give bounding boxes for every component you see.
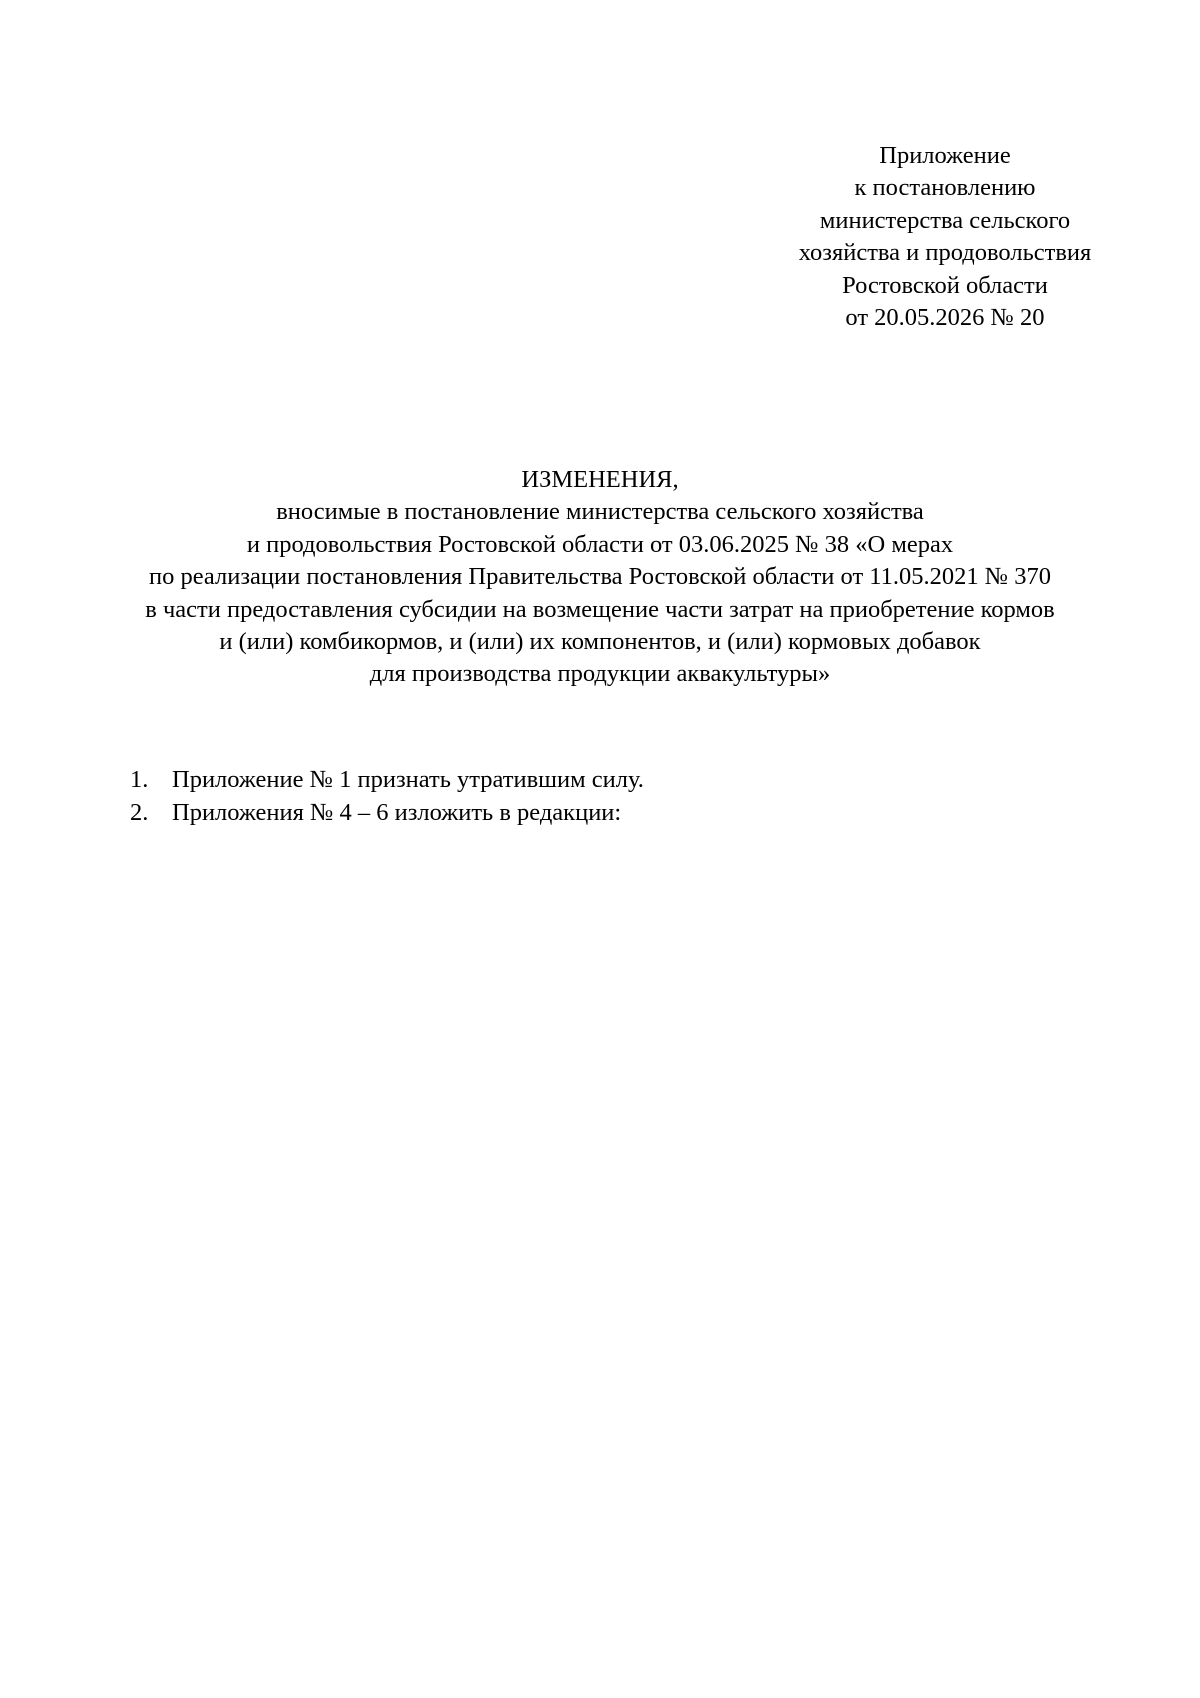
title-line: и продовольствия Ростовской области от 03.06.2025 № 38 «О мерах — [246, 530, 954, 558]
appendix-ministry-line-2: хозяйства и продовольствия — [798, 239, 1092, 267]
amendment-item — [130, 796, 1090, 829]
document-title — [0, 464, 1200, 691]
appendix-label: Приложение — [879, 142, 1011, 169]
appendix-reference-line: к постановлению — [854, 174, 1036, 202]
appendix-ministry-line: министерства сельского — [819, 206, 1071, 234]
appendix-region-line: Ростовской области — [842, 271, 1048, 299]
title-heading: ИЗМЕНЕНИЯ, — [521, 466, 679, 493]
item-number: 1. — [130, 766, 149, 793]
title-line: по реализации постановления Правительства Ростовской области от 11.05.2021 № 370 — [148, 563, 1052, 591]
amendment-item — [130, 763, 1090, 796]
amendment-list — [130, 763, 1090, 829]
appendix-header — [735, 140, 1155, 334]
item-text: Приложения № 4 – 6 изложить в редакции: — [172, 799, 622, 826]
title-line: в части предоставления субсидии на возмещение части затрат на приобретение кормов — [145, 595, 1055, 623]
appendix-date-number: от 20.05.2026 № 20 — [845, 304, 1045, 332]
title-line: вносимые в постановление министерства сельского хозяйства — [276, 498, 924, 526]
title-line: и (или) комбикормов, и (или) их компонентов, и (или) кормовых добавок — [219, 628, 981, 656]
title-line: для производства продукции аквакультуры» — [369, 660, 831, 688]
item-text: Приложение № 1 признать утратившим силу. — [172, 766, 644, 793]
item-number: 2. — [130, 799, 149, 826]
